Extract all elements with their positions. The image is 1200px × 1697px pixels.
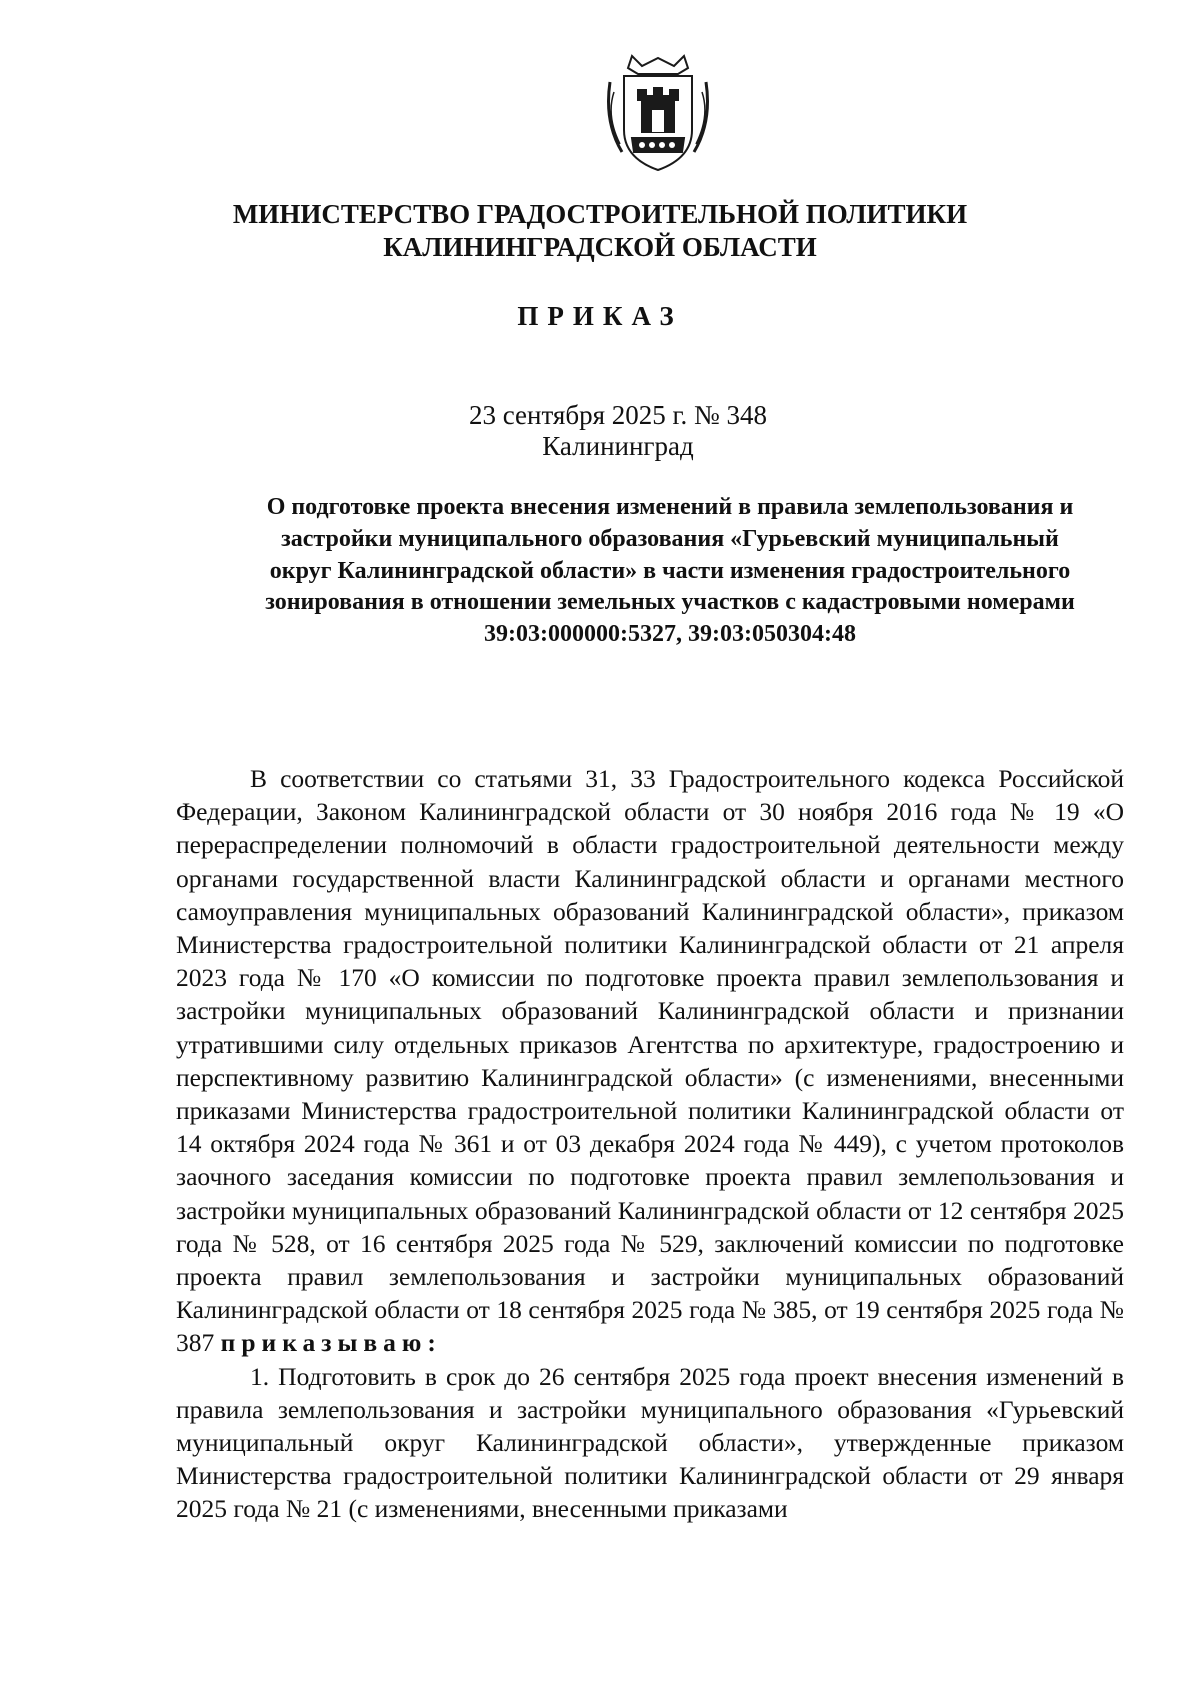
order-date-number: 23 сентября 2025 г. № 348 — [468, 400, 768, 430]
body-paragraph-1 — [176, 762, 1124, 1360]
order-title: ПРИКАЗ — [517, 301, 683, 331]
order-word: приказываю: — [220, 1328, 442, 1358]
body-paragraph-2: 1. Подготовить в срок до 26 сентября 2025 года проект внесения изменений в правила землепользования и застройки муниципального образования «Гурьевский муниципальный округ Калининградской области», утвержденные приказом Министерства градостроительной политики Калининградской области от 29 января 2025 года № 21 (с изменениями, внесенными приказами — [176, 1361, 1124, 1524]
coat-of-arms-icon — [602, 52, 714, 174]
body-paragraph-1-text: В соответствии со статьями 31, 33 Градостроительного кодекса Российской Федерации, Законом Калининградской области от 30 ноября 2016 года № 19 «О перераспределении полномочий в области градостроительной деятельности между органами государственной власти Калининградской области и органами местного самоуправления муниципальных образований Калининградской области», приказом Министерства градостроительной политики Калининградской области от 21 апреля 2023 года № 170 «О комиссии по подготовке проекта правил землепользования и застройки муниципальных образований Калининградской области и признании утратившими силу отдельных приказов Агентства по архитектуре, градостроению и перспективному развитию Калининградской области» (с изменениями, внесенными приказами Министерства градостроительной политики Калининградской области от 14 октября 2024 года № 361 и от 03 декабря 2024 года № 449), с учетом протоколов заочного заседания комиссии по подготовке проекта правил землепользования и застройки муниципальных образований Калининградской области от 12 сентября 2025 года № 528, от 16 сентября 2025 года № 529, заключений комиссии по подготовке проекта правил землепользования и застройки муниципальных образований Калининградской области от 18 сентября 2025 года № 385, от 19 сентября 2025 года № 387 — [176, 764, 1124, 1358]
order-body — [176, 762, 1124, 1526]
ministry-name-line2: КАЛИНИНГРАДСКОЙ ОБЛАСТИ — [383, 232, 817, 262]
ministry-name-line1: МИНИСТЕРСТВО ГРАДОСТРОИТЕЛЬНОЙ ПОЛИТИКИ — [232, 199, 968, 229]
ministry-name — [0, 198, 1200, 264]
order-subject: О подготовке проекта внесения изменений в правила землепользования и застройки муниципального образования «Гурьевский муниципальный округ Калининградской области» в части изменения градостроительного зонирования в отношении земельных участков с кадастровыми номерами 39:03:000000:5327, 39:03:050304:48 — [265, 494, 1075, 648]
order-city: Калининград — [542, 431, 694, 461]
